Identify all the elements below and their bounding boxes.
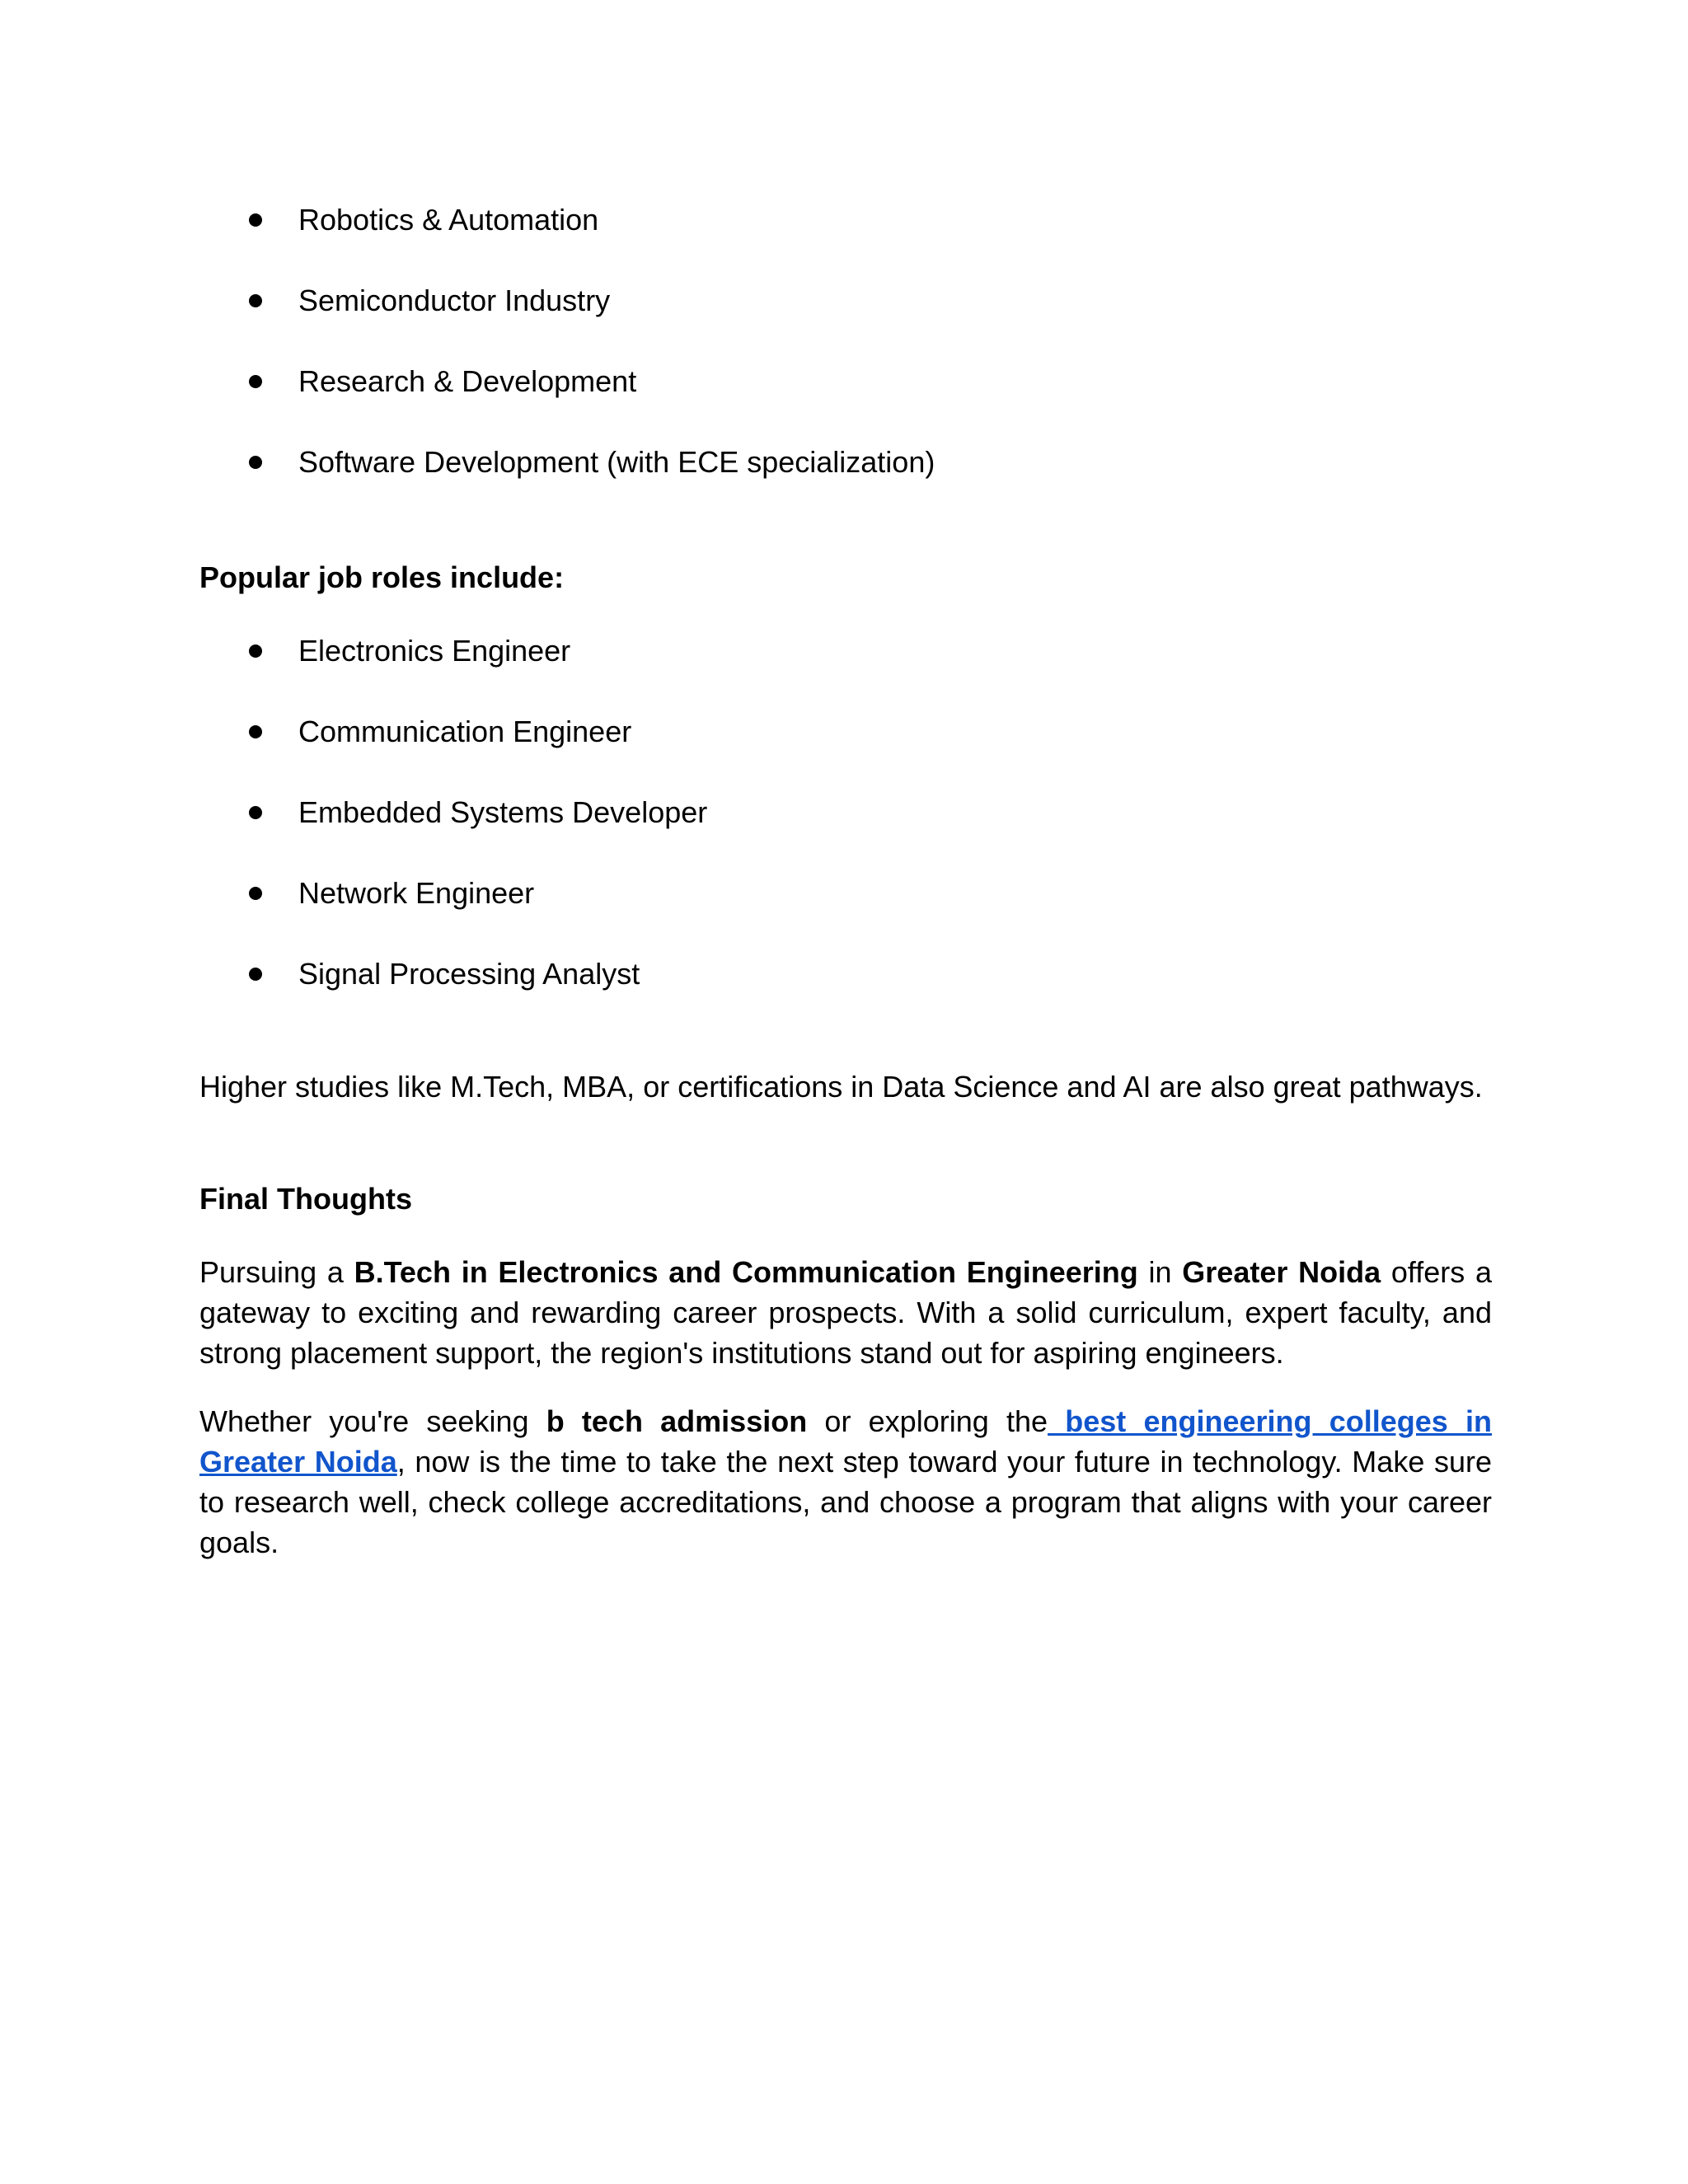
list-item: [199, 711, 1492, 792]
paragraph-text: , now is the time to take the next step toward your future in technology. Make sure to research well, check college accreditations, and choose a program that aligns with your career goals.: [199, 1445, 1493, 1559]
job-role-text: Network Engineer: [298, 876, 535, 910]
final-thoughts-heading: Final Thoughts: [199, 1182, 412, 1216]
sector-item-text: Research & Development: [298, 364, 637, 398]
list-item: [199, 630, 1492, 711]
higher-studies-paragraph: Higher studies like M.Tech, MBA, or certifications in Data Science and AI are also great pathways.: [199, 1070, 1483, 1104]
paragraph-text: in: [1137, 1255, 1183, 1289]
bullet-icon: [249, 644, 262, 658]
bullet-icon: [249, 456, 262, 469]
closing-paragraph: [199, 1401, 1492, 1563]
list-item: [199, 199, 1492, 280]
bold-text-admission: b tech admission: [546, 1404, 808, 1438]
job-roles-list: [199, 630, 1492, 1034]
sector-item-text: Semiconductor Industry: [298, 284, 611, 317]
bullet-icon: [249, 806, 262, 819]
bullet-icon: [249, 887, 262, 900]
job-role-text: Embedded Systems Developer: [298, 795, 708, 829]
paragraph-text: Whether you're seeking: [199, 1404, 546, 1438]
document-page: [199, 0, 1492, 2184]
list-item: [199, 792, 1492, 873]
sectors-list: [199, 199, 1492, 523]
job-roles-heading: Popular job roles include:: [199, 560, 565, 594]
bullet-icon: [249, 213, 262, 227]
job-role-text: Communication Engineer: [298, 715, 632, 748]
best-colleges-link[interactable]: best engineering colleges in Greater Noida: [199, 1404, 1492, 1479]
list-item: [199, 873, 1492, 954]
paragraph-text: Pursuing a: [199, 1255, 354, 1289]
sector-item-text: Robotics & Automation: [298, 203, 599, 237]
job-role-text: Electronics Engineer: [298, 634, 571, 668]
list-item: [199, 280, 1492, 361]
final-thoughts-paragraph: [199, 1252, 1492, 1373]
job-role-text: Signal Processing Analyst: [298, 957, 640, 991]
bullet-icon: [249, 294, 262, 307]
list-item: [199, 442, 1492, 523]
bold-text-program: B.Tech in Electronics and Communication Engineering: [354, 1255, 1138, 1289]
paragraph-text: or exploring the: [807, 1404, 1048, 1438]
bullet-icon: [249, 375, 262, 388]
bold-text-location: Greater Noida: [1182, 1255, 1381, 1289]
list-item: [199, 361, 1492, 442]
paragraph-text: offers a gateway to exciting and rewarding career prospects. With a solid curriculum, expert faculty, and strong placement support, the region's institutions stand out for aspiring engineers.: [199, 1255, 1493, 1370]
list-item: [199, 954, 1492, 1034]
bullet-icon: [249, 725, 262, 738]
bullet-icon: [249, 968, 262, 981]
sector-item-text: Software Development (with ECE specialization): [298, 445, 935, 479]
